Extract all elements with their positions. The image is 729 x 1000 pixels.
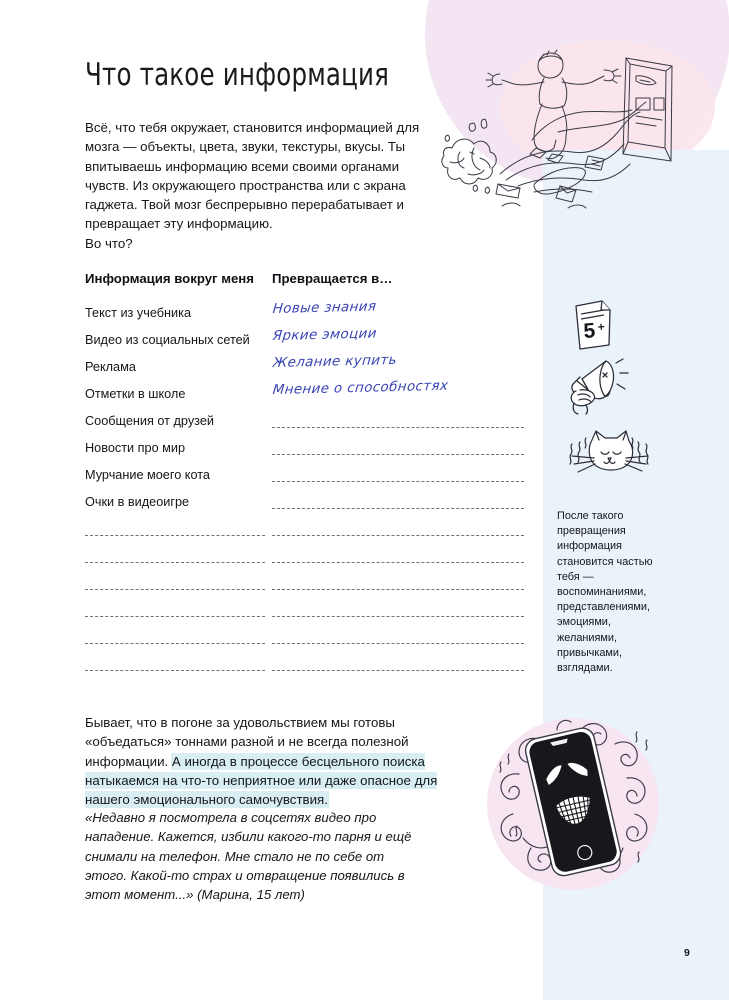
- table-cell-answer-blank: [272, 489, 530, 516]
- write-in-line[interactable]: [272, 508, 524, 509]
- page-number: 9: [684, 947, 690, 959]
- handwritten-answer: Мнение о способностях: [272, 378, 449, 398]
- write-in-line[interactable]: [272, 481, 524, 482]
- bottom-paragraph-plain: Бывает, что в погоне за удовольствием мы готовы «объедаться» тоннами разной и не всегда полезной информации.: [85, 715, 409, 769]
- table-cell-answer-blank: [272, 435, 530, 462]
- table-cell-information-source: Очки в видеоигре: [85, 495, 190, 509]
- table-cell-answer-filled: [272, 378, 530, 408]
- table-cell-answer-blank: [272, 570, 530, 597]
- page-title: Что такое информация: [85, 57, 390, 93]
- table-row: [85, 435, 530, 462]
- table-row: [85, 354, 530, 381]
- table-row: [85, 516, 530, 543]
- intro-body: Всё, что тебя окружает, становится информацией для мозга — объекты, цвета, звуки, текстуры, вкусы. Ты впитываешь информацию всеми своими органами чувств. Из окружающего пространства или с экрана гаджета. Твой мозг беспрерывно перерабатывает и превращает эту информацию.: [85, 120, 420, 232]
- handwritten-answer: Желание купить: [272, 352, 398, 371]
- table-row: [85, 597, 530, 624]
- table-header-row: [85, 271, 530, 287]
- table-cell-answer-blank: [272, 408, 530, 435]
- table-cell-information-source: Текст из учебника: [85, 306, 192, 320]
- write-in-line[interactable]: [272, 427, 524, 428]
- table-cell-information-source: Видео из социальных сетей: [85, 333, 250, 347]
- table-row: [85, 462, 530, 489]
- table-row: [85, 543, 530, 570]
- paper-sheet-with-grade-icon: [569, 298, 617, 352]
- intro-question: Во что?: [85, 235, 133, 251]
- table-cell-information-source: Отметки в школе: [85, 387, 186, 401]
- table-row: [85, 327, 530, 354]
- handwritten-answer: Новые знания: [272, 299, 378, 317]
- write-in-line[interactable]: [272, 454, 524, 455]
- table-row: [85, 624, 530, 651]
- table-cell-information-source: Реклама: [85, 360, 136, 374]
- table-cell-answer-filled: [272, 327, 530, 354]
- table-cell-answer-blank: [272, 624, 530, 651]
- table-cell-information-source-blank: [85, 543, 272, 570]
- table-cell-information-source-blank: [85, 516, 272, 543]
- write-in-line[interactable]: [272, 589, 524, 590]
- write-in-line[interactable]: [272, 670, 524, 671]
- hand-holding-megaphone-icon: [566, 357, 628, 415]
- table-row: [85, 300, 530, 327]
- write-in-line[interactable]: [85, 589, 265, 590]
- handwritten-answer: Яркие эмоции: [272, 326, 378, 344]
- table-row: [85, 489, 530, 516]
- table-cell-information-source-blank: [85, 624, 272, 651]
- table-cell-information-source-blank: [85, 570, 272, 597]
- table-row: [85, 570, 530, 597]
- intro-paragraph: [85, 118, 445, 253]
- table-cell-answer-blank: [272, 651, 530, 678]
- column-header-information-around-me: Информация вокруг меня: [85, 271, 254, 286]
- table-cell-answer-blank: [272, 516, 530, 543]
- write-in-line[interactable]: [272, 562, 524, 563]
- table-cell-information-source: Новости про мир: [85, 441, 186, 455]
- side-note: После такого превращения информация становится частью тебя — воспоминаниями, представлениями, эмоциями, желаниями, привычками, взглядами.: [557, 510, 653, 675]
- table-body: [85, 300, 530, 678]
- table-cell-answer-filled: [272, 354, 530, 381]
- bottom-paragraph: [85, 713, 457, 809]
- write-in-line[interactable]: [272, 643, 524, 644]
- table-cell-answer-blank: [272, 597, 530, 624]
- column-header-turns-into: Превращается в…: [272, 271, 393, 286]
- write-in-line[interactable]: [85, 670, 265, 671]
- table-row: [85, 651, 530, 678]
- write-in-line[interactable]: [85, 643, 265, 644]
- write-in-line[interactable]: [272, 535, 524, 536]
- write-in-line[interactable]: [85, 535, 265, 536]
- purring-cat-face-icon: [560, 428, 654, 480]
- bottom-paragraph-highlighted: А иногда в процессе бесцельного поиска натыкаемся на что-то неприятное или даже опасное для нашего эмоционального самочувствия.: [85, 753, 438, 808]
- table-cell-information-source-blank: [85, 651, 272, 678]
- table-cell-information-source: Мурчание моего кота: [85, 468, 210, 482]
- svg-text:+: +: [597, 319, 606, 334]
- svg-text:5: 5: [582, 319, 597, 343]
- table-cell-information-source-blank: [85, 597, 272, 624]
- information-transformation-table: [85, 271, 530, 678]
- table-cell-answer-blank: [272, 543, 530, 570]
- table-cell-answer-filled: [272, 300, 530, 327]
- write-in-line[interactable]: [85, 616, 265, 617]
- table-cell-information-source: Сообщения от друзей: [85, 414, 214, 428]
- table-row: [85, 378, 530, 408]
- testimonial-quote: «Недавно я посмотрела в соцсетях видео про нападение. Кажется, избили какого-то парня и ещё снимали на телефон. Мне стало не по себе от этого. Какой-то страх и отвращение появились в этот момент...» (Марина, 15 лет): [85, 810, 412, 903]
- write-in-line[interactable]: [85, 562, 265, 563]
- write-in-line[interactable]: [272, 616, 524, 617]
- table-row: [85, 408, 530, 435]
- table-cell-answer-blank: [272, 462, 530, 489]
